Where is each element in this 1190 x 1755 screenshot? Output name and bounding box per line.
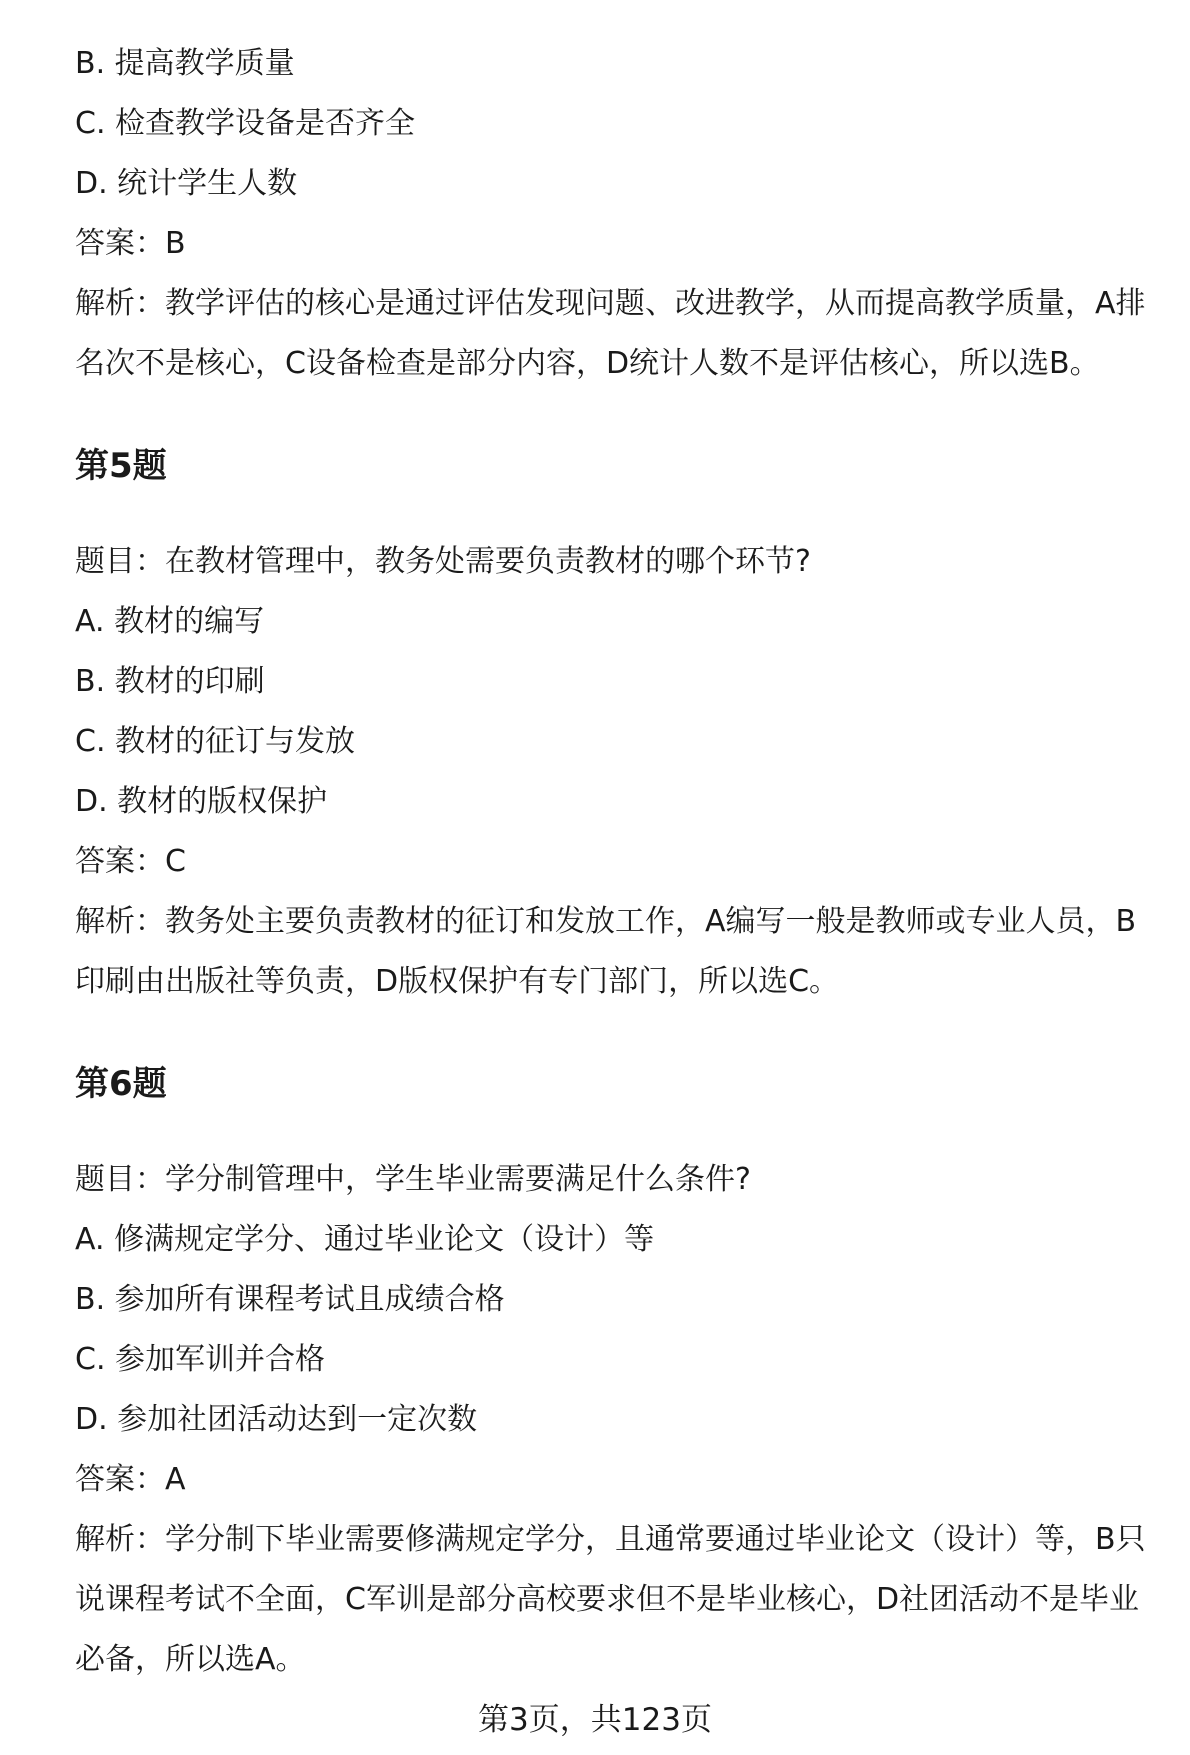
- answer: 答案：A: [75, 1462, 186, 1497]
- question-block-6: [75, 1062, 1165, 1690]
- question-text: 题目：在教材管理中，教务处需要负责教材的哪个环节?: [75, 544, 811, 579]
- analysis: 解析：教学评估的核心是通过评估发现问题、改进教学，从而提高教学质量，A排名次不是核心，C设备检查是部分内容，D统计人数不是评估核心，所以选B。: [75, 286, 1146, 381]
- document-page: [75, 44, 1165, 1710]
- option-c: C. 参加军训并合格: [75, 1342, 326, 1377]
- option-b: B. 提高教学质量: [75, 46, 295, 81]
- page-number-footer: 第3页，共123页: [478, 1702, 712, 1738]
- option-b: B. 教材的印刷: [75, 664, 265, 699]
- question-block-4: [75, 44, 1165, 394]
- question-block-5: [75, 444, 1165, 1012]
- option-d: D. 统计学生人数: [75, 166, 298, 201]
- option-c: C. 检查教学设备是否齐全: [75, 106, 416, 141]
- option-d: D. 参加社团活动达到一定次数: [75, 1402, 478, 1437]
- answer: 答案：C: [75, 844, 186, 879]
- analysis: 解析：学分制下毕业需要修满规定学分，且通常要通过毕业论文（设计）等，B只说课程考试不全面，C军训是部分高校要求但不是毕业核心，D社团活动不是毕业必备，所以选A。: [75, 1522, 1146, 1677]
- answer: 答案：B: [75, 226, 186, 261]
- question-heading: 第6题: [75, 1064, 167, 1104]
- question-heading: 第5题: [75, 446, 167, 486]
- option-b: B. 参加所有课程考试且成绩合格: [75, 1282, 505, 1317]
- question-text: 题目：学分制管理中，学生毕业需要满足什么条件?: [75, 1162, 751, 1197]
- option-a: A. 修满规定学分、通过毕业论文（设计）等: [75, 1222, 655, 1257]
- analysis: 解析：教务处主要负责教材的征订和发放工作，A编写一般是教师或专业人员，B印刷由出版社等负责，D版权保护有专门部门，所以选C。: [75, 904, 1137, 999]
- option-a: A. 教材的编写: [75, 604, 265, 639]
- option-d: D. 教材的版权保护: [75, 784, 328, 819]
- option-c: C. 教材的征订与发放: [75, 724, 356, 759]
